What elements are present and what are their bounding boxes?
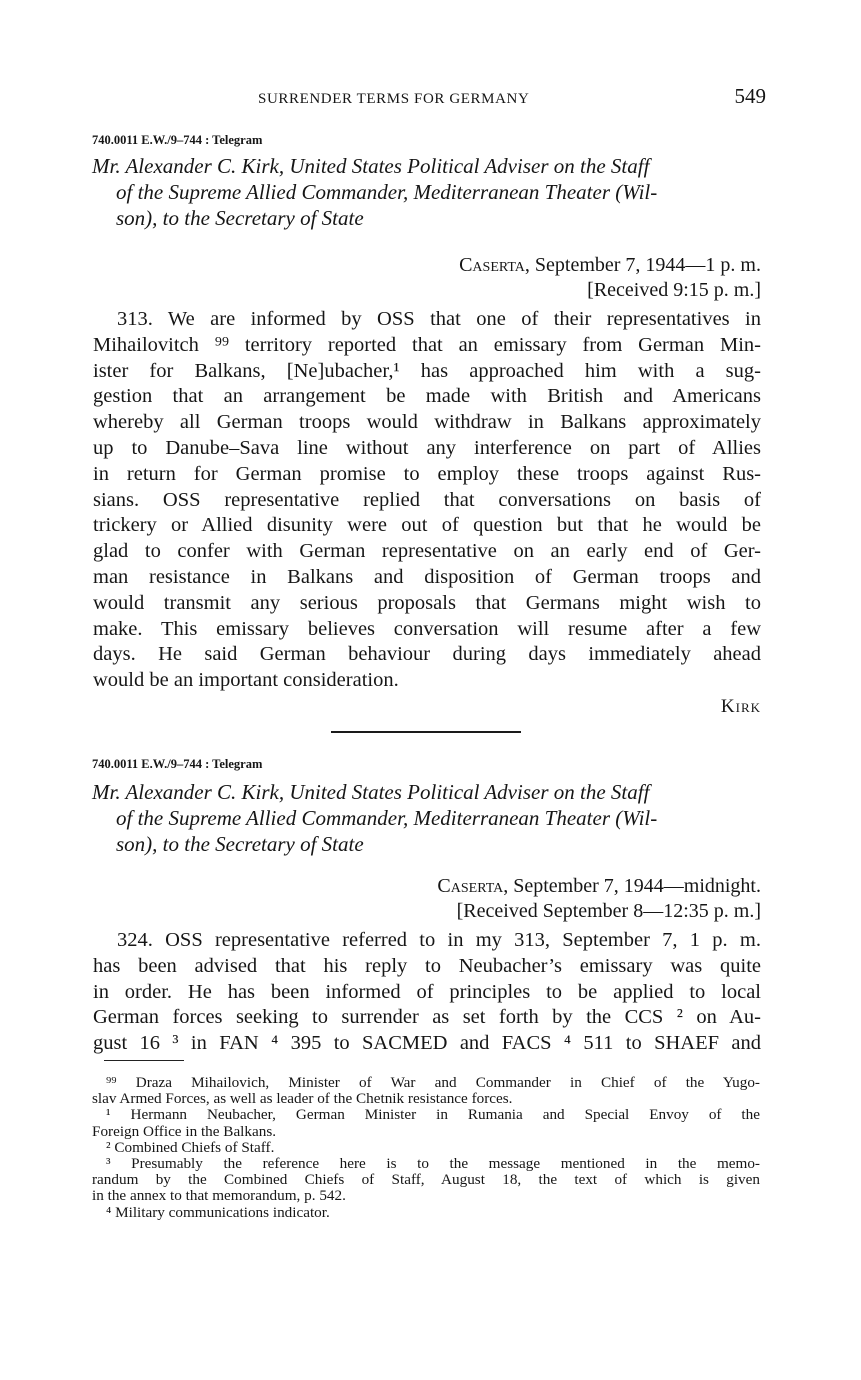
heading-line: son), to the Secretary of State: [116, 206, 364, 230]
dateline: [437, 874, 761, 924]
footnote-line: ⁹⁹ Draza Mihailovich, Minister of War and Commander in Chief of the Yugo-: [106, 1074, 760, 1091]
body-line: Mihailovitch ⁹⁹ territory reported that an emissary from German Min-: [93, 333, 761, 356]
body-line: trickery or Allied disunity were out of question but that he would be: [93, 514, 761, 537]
footnote-line: Foreign Office in the Balkans.: [92, 1122, 277, 1140]
dateline-date: September 7, 1944—midnight.: [508, 875, 761, 897]
footnote: [92, 1156, 760, 1205]
footnote-line: randum by the Combined Chiefs of Staff, August 18, the text of which is given: [92, 1171, 760, 1189]
footnote: [92, 1140, 760, 1156]
body-line: sians. OSS representative replied that conversations on basis of: [93, 488, 761, 511]
footnote-line: ¹ Hermann Neubacher, German Minister in Rumania and Special Envoy of the: [106, 1106, 760, 1124]
body-line: German forces seeking to surrender as set forth by the CCS ² on Au-: [93, 1006, 761, 1029]
dateline: [459, 253, 761, 303]
body-line: would transmit any serious proposals that Germans might wish to: [93, 591, 761, 614]
body-line: man resistance in Balkans and disposition of German troops and: [93, 565, 761, 588]
footnote-line: in the annex to that memorandum, p. 542.: [92, 1187, 346, 1205]
body-line: glad to confer with German representative on an early end of Ger-: [93, 540, 761, 563]
dateline-date: September 7, 1944—1 p. m.: [529, 254, 761, 276]
received-note: [Received 9:15 p. m.]: [587, 279, 761, 301]
footnote-rule: [104, 1060, 184, 1061]
body-line: 324. OSS representative referred to in my 313, September 7, 1 p. m.: [117, 929, 761, 951]
footnote: [92, 1107, 760, 1139]
body-line: ister for Balkans, [Ne]ubacher,¹ has approached him with a sug-: [93, 359, 761, 382]
body-line: 313. We are informed by OSS that one of their representatives in: [117, 308, 761, 330]
body-line: gestion that an arrangement be made with British and Americans: [93, 385, 761, 408]
body-line: gust 16 ³ in FAN ⁴ 395 to SACMED and FACS ⁴ 511 to SHAEF and: [93, 1032, 761, 1055]
footnotes: [92, 1075, 760, 1221]
file-reference: 740.0011 E.W./9–744 : Telegram: [92, 133, 263, 147]
running-title: SURRENDER TERMS FOR GERMANY: [258, 91, 530, 107]
body-line: make. This emissary believes conversation will resume after a few: [93, 617, 761, 640]
body-line: whereby all German troops would withdraw in Balkans approximately: [93, 411, 761, 434]
footnote-line: ⁴ Military communications indicator.: [106, 1203, 330, 1221]
dateline-place: Caserta,: [437, 875, 509, 897]
body-line: days. He said German behaviour during days immediately ahead: [93, 643, 761, 666]
footnote: [92, 1205, 760, 1221]
heading-line: Mr. Alexander C. Kirk, United States Political Adviser on the Staff: [92, 780, 650, 804]
section-separator: [331, 731, 521, 733]
footnote-line: ³ Presumably the reference here is to the message mentioned in the memo-: [106, 1155, 760, 1173]
document-heading: [92, 153, 764, 231]
received-note: [Received September 8—12:35 p. m.]: [456, 900, 761, 922]
body-line: in return for German promise to employ these troops against Rus-: [93, 462, 761, 485]
telegram-body: [93, 928, 761, 1057]
heading-line: Mr. Alexander C. Kirk, United States Political Adviser on the Staff: [92, 154, 650, 178]
footnote: [92, 1075, 760, 1107]
heading-line: of the Supreme Allied Commander, Mediterranean Theater (Wil-: [116, 806, 658, 830]
file-reference: 740.0011 E.W./9–744 : Telegram: [92, 757, 263, 771]
body-line: has been advised that his reply to Neubacher’s emissary was quite: [93, 954, 761, 977]
telegram-body: [93, 307, 761, 694]
body-line: in order. He has been informed of principles to be applied to local: [93, 980, 761, 1003]
heading-line: son), to the Secretary of State: [116, 832, 364, 856]
heading-line: of the Supreme Allied Commander, Mediterranean Theater (Wil-: [116, 180, 658, 204]
page-number: 549: [734, 84, 766, 108]
footnote-line: slav Armed Forces, as well as leader of the Chetnik resistance forces.: [92, 1090, 513, 1108]
body-line: would be an important consideration.: [93, 669, 399, 692]
body-line: up to Danube–Sava line without any interference on part of Allies: [93, 436, 761, 459]
signature: Kirk: [720, 696, 761, 717]
dateline-place: Caserta,: [459, 254, 530, 276]
document-heading: [92, 779, 764, 857]
page-header: [258, 84, 768, 112]
footnote-line: ² Combined Chiefs of Staff.: [106, 1138, 275, 1156]
